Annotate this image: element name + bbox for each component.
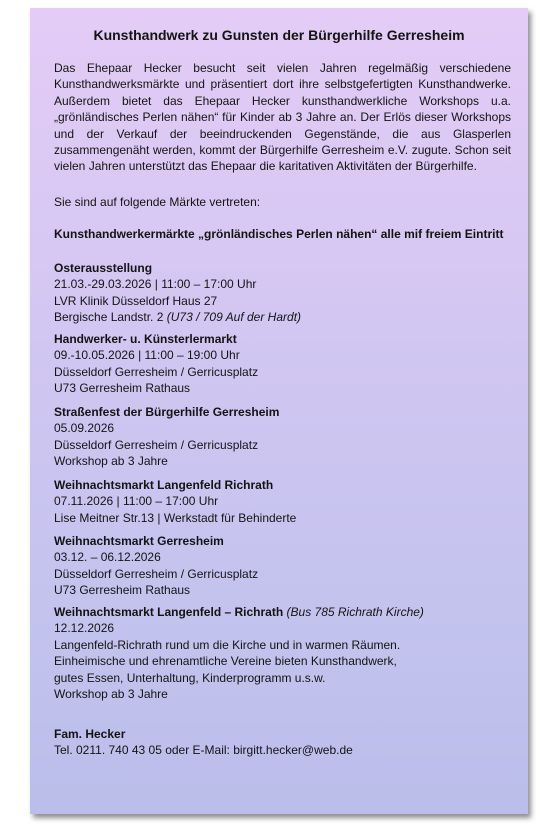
market-strassenfest	[54, 404, 514, 470]
markets-intro: Sie sind auf folgende Märkte vertreten:	[54, 195, 261, 209]
market-location: Düsseldorf Gerresheim / Gerricusplatz	[54, 437, 259, 452]
market-address	[54, 309, 514, 325]
market-dates: 12.12.2026	[54, 621, 115, 636]
page-title: Kunsthandwerk zu Gunsten der Bürgerhilfe Gerresheim	[93, 27, 465, 43]
market-location: Lise Meitner Str.13 | Werkstadt für Behinderte	[54, 510, 297, 525]
contact-block	[54, 726, 514, 759]
market-name-line	[54, 604, 514, 620]
market-description: Langenfeld-Richrath rund um die Kirche und in warmen Räumen.	[54, 637, 401, 652]
market-dates: 09.-10.05.2026 | 11:00 – 19:00 Uhr	[54, 348, 240, 363]
market-name: Straßenfest der Bürgerhilfe Gerresheim	[54, 405, 280, 419]
market-langenfeld-richrath-1	[54, 477, 514, 526]
market-osterausstellung	[54, 260, 514, 326]
market-dates: 07.11.2026 | 11:00 – 17:00 Uhr	[54, 494, 219, 509]
market-langenfeld-richrath-2	[54, 604, 514, 702]
market-transit-note: (U73 / 709 Auf der Hardt)	[166, 310, 302, 325]
contact-name: Fam. Hecker	[54, 727, 126, 741]
market-name: Handwerker- u. Künsterlermarkt	[54, 332, 237, 346]
market-gerresheim	[54, 533, 514, 599]
intro-paragraph: Das Ehepaar Hecker besucht seit vielen Jahren regelmäßig verschiedene Kunsthandwerksmärkte und präsentiert dort ihre selbstgefertigten Kunsthandwerke. Außerdem bietet das Ehepaar Hecker kunsthandwerkliche Workshops u.a. „grönländisches Perlen nähen“ für Kinder ab 3 Jahre an. Der Erlös dieser Workshops und der Verkauf der beeindruckenden Gegenstände, die aus Glasperlen zusammengenäht werden, kommt der Bürgerhilfe Gerresheim e.V. zugute. Schon seit vielen Jahren unterstützt das Ehepaar die karitativen Aktivitäten der Bürgerhilfe.	[54, 61, 511, 174]
market-dates: 21.03.-29.03.2026 | 11:00 – 17:00 Uhr	[54, 277, 257, 292]
market-transit: U73 Gerresheim Rathaus	[54, 583, 191, 598]
market-handwerker	[54, 331, 514, 397]
market-description: Einheimische und ehrenamtliche Vereine bieten Kunsthandwerk,	[54, 654, 397, 669]
market-name: Weihnachtsmarkt Langenfeld – Richrath	[54, 605, 284, 619]
market-address-street: Bergische Landstr. 2	[54, 310, 167, 325]
market-location: LVR Klinik Düsseldorf Haus 27	[54, 293, 218, 308]
contact-line: Tel. 0211. 740 43 05 oder E-Mail: birgitt.hecker@web.de	[54, 743, 353, 758]
market-workshop: Workshop ab 3 Jahre	[54, 687, 168, 702]
market-transit-note: (Bus 785 Richrath Kirche)	[286, 605, 424, 619]
markets-headline: Kunsthandwerkermärkte „grönländisches Perlen nähen“ alle mif freiem Eintritt	[54, 227, 504, 241]
market-transit: U73 Gerresheim Rathaus	[54, 381, 191, 396]
market-workshop: Workshop ab 3 Jahre	[54, 454, 168, 469]
market-dates: 03.12. – 06.12.2026	[54, 550, 161, 565]
market-location: Düsseldorf Gerresheim / Gerricusplatz	[54, 364, 259, 379]
market-name: Weihnachtsmarkt Gerresheim	[54, 534, 224, 548]
flyer-sheet	[30, 8, 528, 814]
market-name: Weihnachtsmarkt Langenfeld Richrath	[54, 478, 274, 492]
market-name: Osterausstellung	[54, 261, 153, 275]
market-description: gutes Essen, Unterhaltung, Kinderprogramm u.s.w.	[54, 670, 326, 685]
market-dates: 05.09.2026	[54, 421, 115, 436]
market-location: Düsseldorf Gerresheim / Gerricusplatz	[54, 566, 259, 581]
